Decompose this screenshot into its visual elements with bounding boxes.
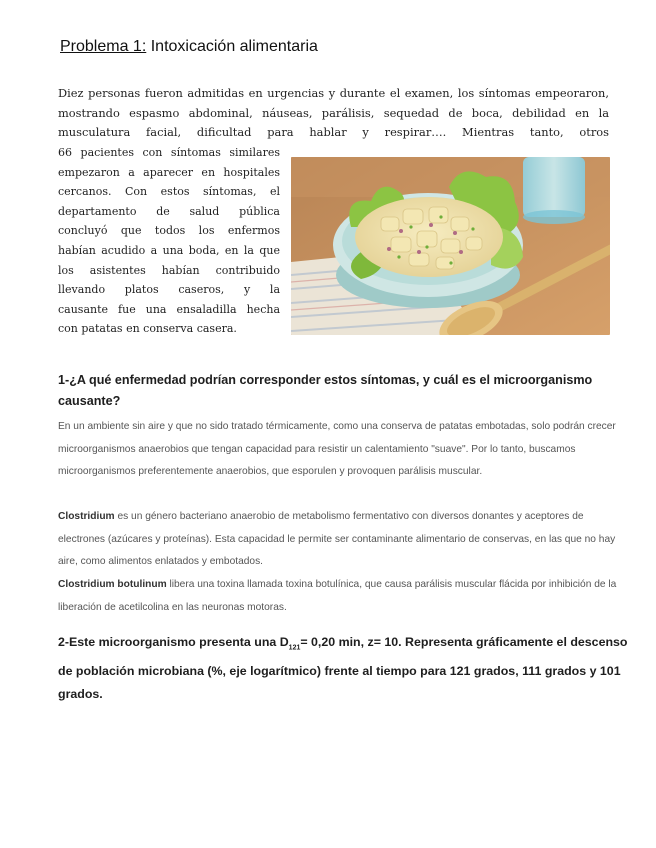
answer-3-paragraph	[58, 574, 633, 619]
potato-salad-illustration	[291, 157, 610, 335]
intro-side-line: 66 pacientes con síntomas similares	[58, 146, 280, 159]
intro-side-line: empezaron a aparecer en hospitales	[58, 165, 280, 179]
salad	[355, 197, 503, 277]
answer-1-paragraph: En un ambiente sin aire y que no sido tratado térmicamente, como una conserva de patatas embotadas, solo podrán crecer microorganismos anaerobios que tengan capacidad para resistir un calentamiento "suave". Por lo tanto, buscamos microorganismos preferentemente anaerobios, que esporulen y provoquen parálisis muscular.	[58, 421, 616, 478]
potato-salad-photo	[291, 157, 610, 335]
intro-side-paragraph	[58, 143, 280, 339]
species-description: libera una toxina llamada toxina botulínica, que causa parálisis muscular flácida por inhibición de la liberación de acetilcolina en las neuronas motoras.	[58, 579, 617, 613]
intro-side-line: concluyó que todos los enfermos	[58, 224, 280, 238]
glass	[523, 157, 585, 224]
intro-side-line: habían acudido a una boda, en la que	[58, 243, 280, 257]
question-2-subscript: 121	[288, 644, 301, 652]
problem-title-text: Intoxicación alimentaria	[150, 38, 318, 55]
species-label: Clostridium botulinum	[58, 579, 167, 590]
intro-line: debilidad en la musculatura facial, dificultad para hablar y respirar…. Mientras tanto, otros	[58, 105, 610, 139]
intro-paragraph	[58, 84, 609, 143]
intro-side-line: los asistentes habían contribuido	[58, 263, 280, 277]
intro-line: empeoraron, mostrando espasmo abdominal, náuseas, parálisis, sequedad de boca,	[58, 86, 609, 120]
intro-side-line: llevando platos caseros, y la	[58, 283, 280, 297]
problem-title	[60, 38, 318, 56]
intro-side-line: con patatas en conserva casera.	[58, 322, 237, 336]
question-2	[58, 631, 642, 707]
intro-side-line: cercanos. Con estos síntomas, el	[58, 185, 280, 199]
answer-2-paragraph	[58, 506, 633, 574]
question-2-after: = 0,20 min, z= 10. Representa gráficamente el descenso de población microbiana (%, eje logarítmico) frente al tiempo para 121 grados, 111 grados y 101 grados.	[58, 635, 628, 702]
intro-side-line: departamento de salud pública	[58, 204, 280, 218]
genus-description: es un género bacteriano anaerobio de metabolismo fermentativo con diversos donantes y aceptores de electrones (azúcares y proteínas). Esta capacidad le permite ser contaminante alimentario de conservas, en las que no hay aire, como alimentos enlatados y embotados.	[58, 511, 616, 568]
problem-title-prefix: Problema 1:	[60, 38, 147, 55]
genus-label: Clostridium	[58, 511, 115, 522]
intro-side-line: causante fue una ensaladilla hecha	[58, 302, 280, 316]
question-1: 1-¿A qué enfermedad podrían corresponder estos síntomas, y cuál es el microorganismo causante?	[58, 373, 593, 408]
intro-line: Diez personas fueron admitidas en urgencias y durante el examen, los síntomas	[58, 86, 531, 100]
question-2-before: 2-Este microorganismo presenta una D	[58, 635, 289, 649]
